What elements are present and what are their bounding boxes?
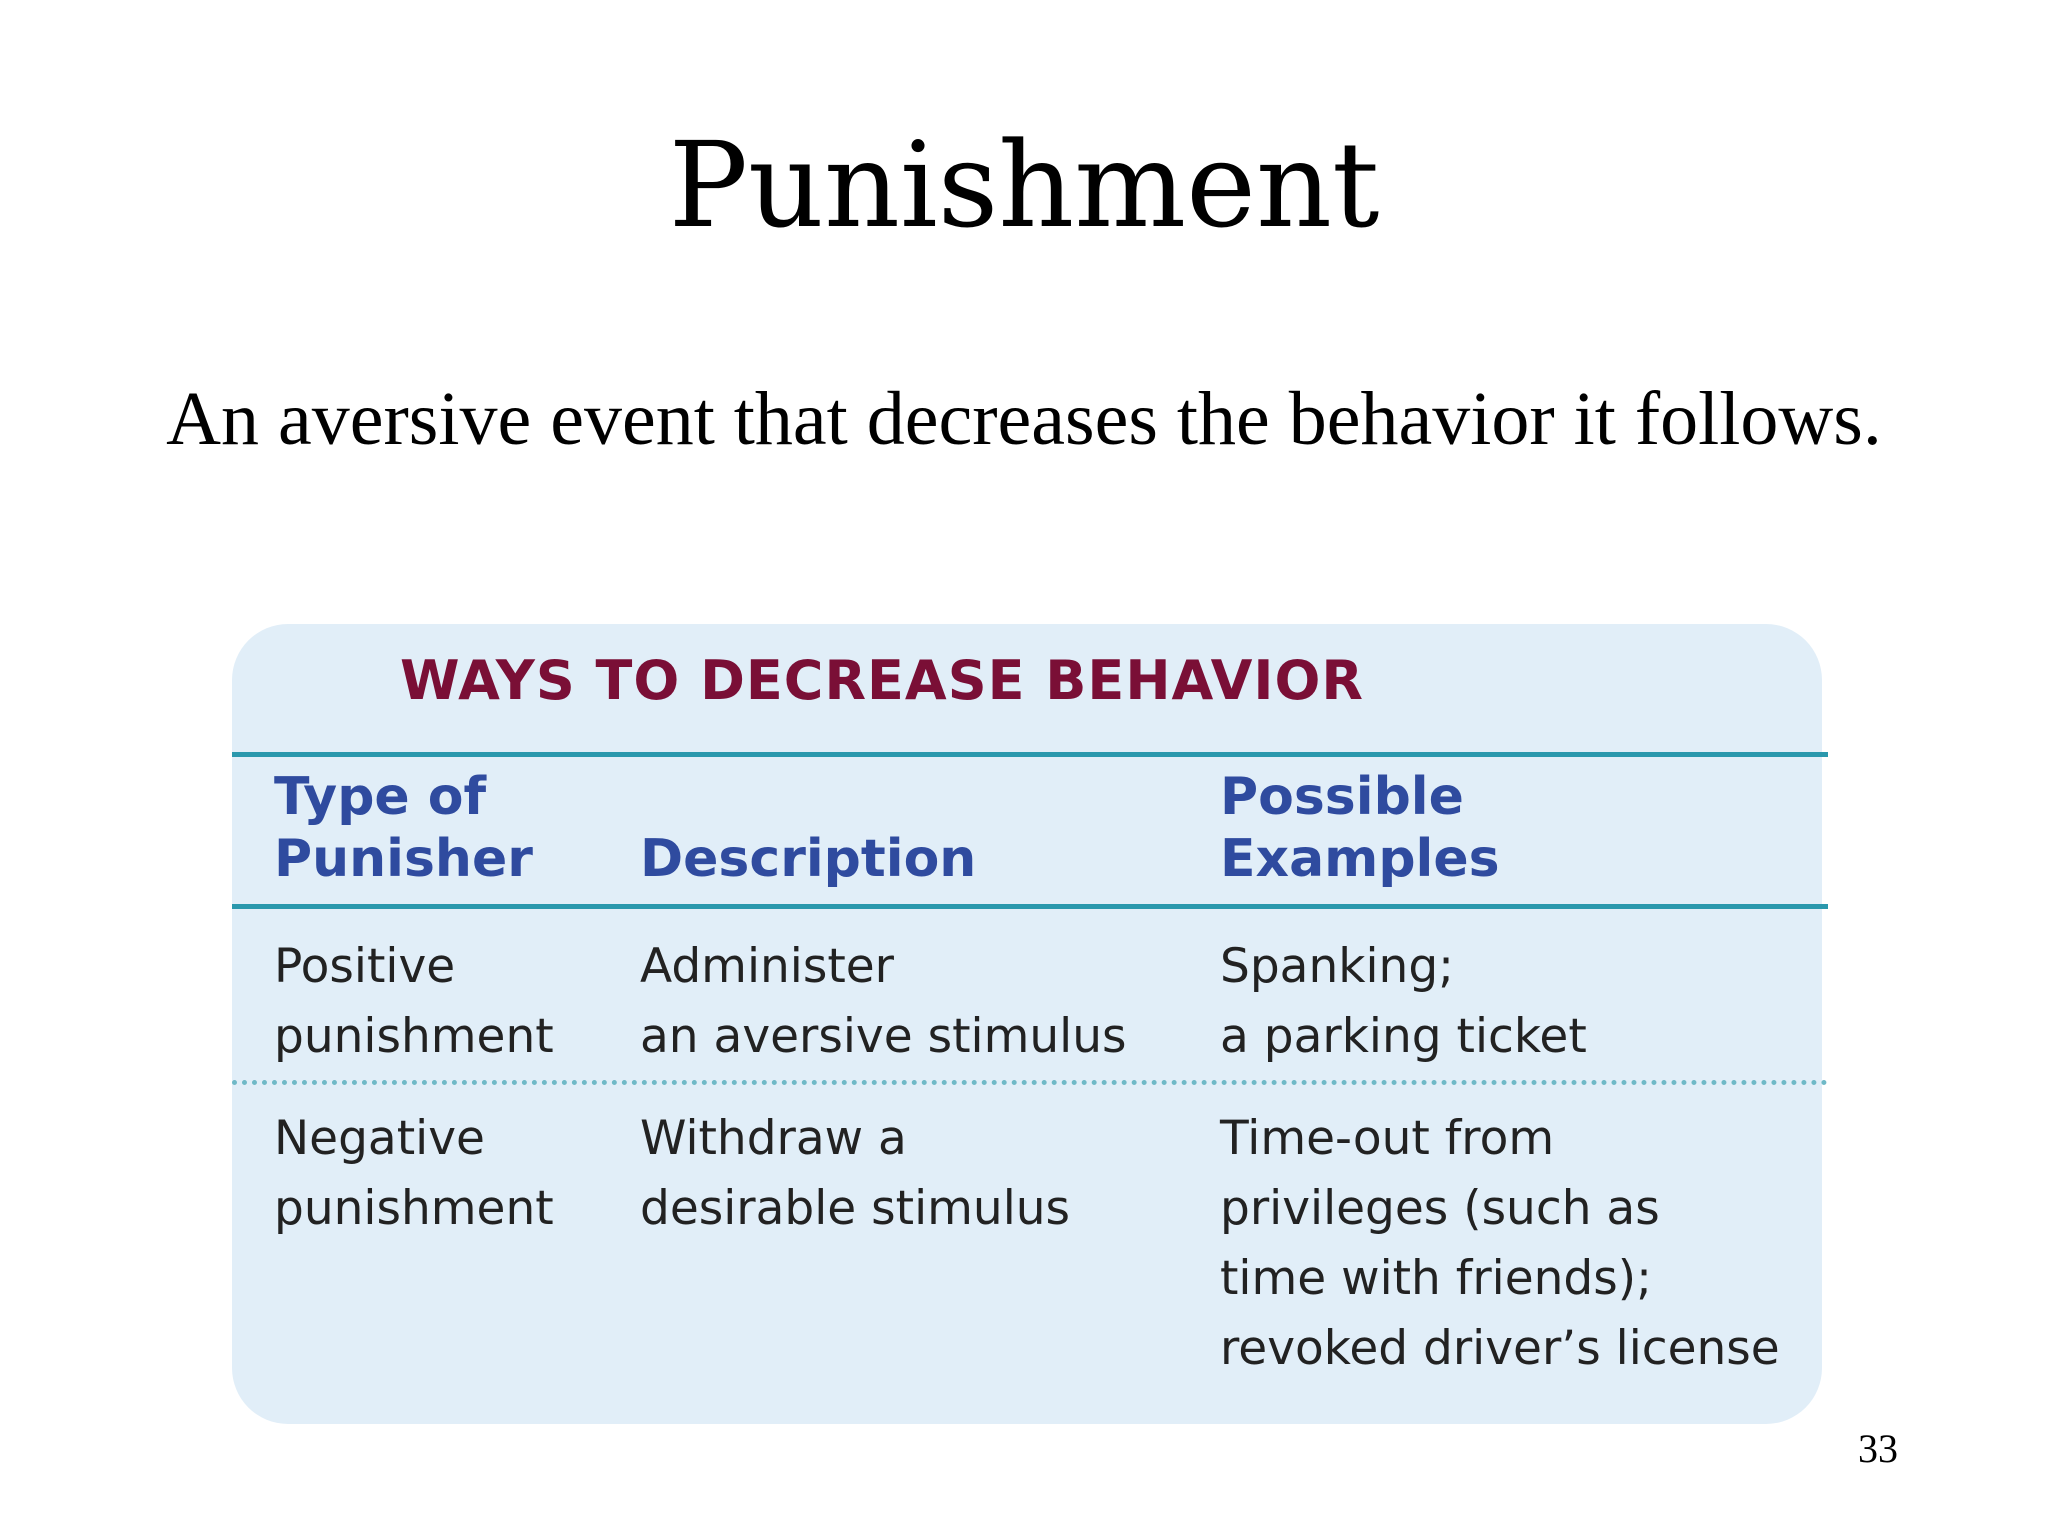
- page-number: 33: [1858, 1426, 1898, 1471]
- row-1-description: Administer an aversive stimulus: [640, 939, 1127, 1064]
- slide-subtitle: An aversive event that decreases the behavior it follows.: [166, 377, 1882, 461]
- row-2-type: Negative punishment: [274, 1111, 554, 1236]
- slide-title: Punishment: [668, 116, 1380, 254]
- table-header-rule: [232, 904, 1828, 909]
- row-2-examples: Time-out from privileges (such as time with friends); revoked driver’s license: [1220, 1111, 1780, 1376]
- column-header-description: Description: [640, 829, 977, 889]
- column-header-type: Type of Punisher: [274, 767, 533, 889]
- table-top-rule: [232, 752, 1828, 757]
- table-heading: WAYS TO DECREASE BEHAVIOR: [400, 649, 1365, 712]
- row-1-type: Positive punishment: [274, 939, 554, 1064]
- row-2-description: Withdraw a desirable stimulus: [640, 1111, 1071, 1236]
- row-1-examples: Spanking; a parking ticket: [1220, 939, 1587, 1064]
- column-header-examples: Possible Examples: [1220, 767, 1500, 889]
- row-divider: [232, 1080, 1828, 1085]
- ways-to-decrease-behavior-table: [232, 624, 1822, 1424]
